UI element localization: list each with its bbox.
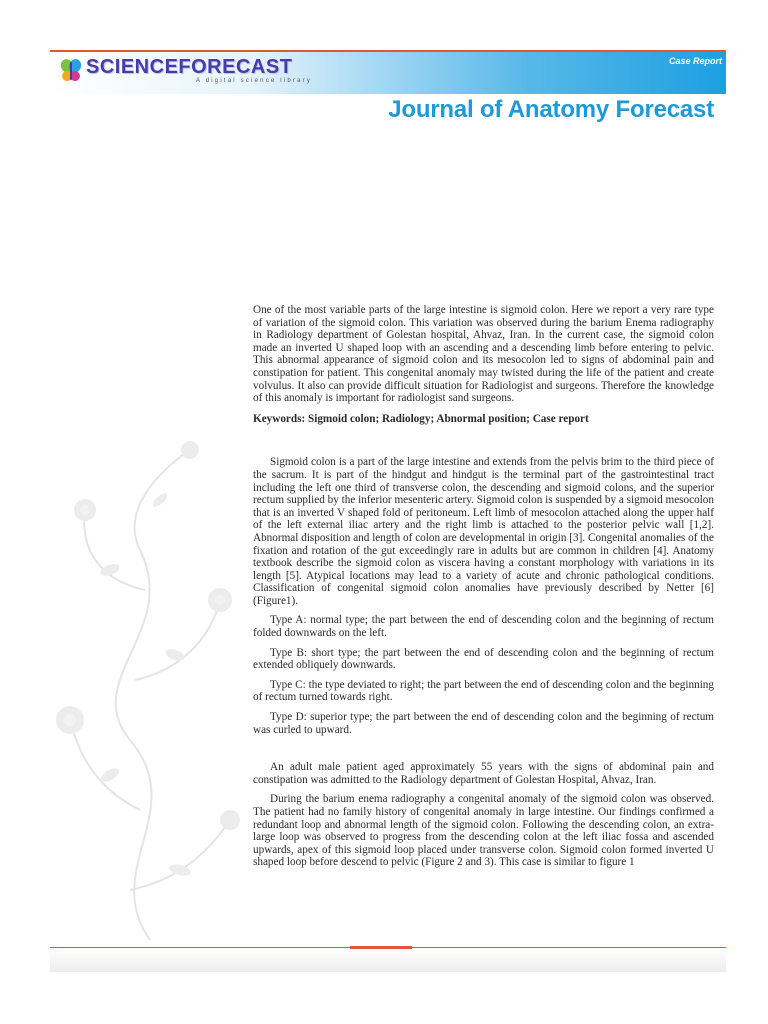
abstract-section: [253, 304, 714, 425]
butterfly-logo-icon: [58, 56, 84, 84]
case-paragraph-2: During the barium enema radiography a congenital anomaly of the sigmoid colon was observed. The patient had no family history of congenital anomaly in large intestine. Our findings confirmed a redundant loop and abnormal length of the sigmoid colon. Following the descending colon, an extra-large loop was observed to progress from the descending colon at the left iliac fossa and ascended upwards, apex of this sigmoid loop placed under transverse colon. Sigmoid colon formed inverted U shaped loop before descend to pelvic (Figure 2 and 3). This case is similar to figure 1: [253, 793, 714, 869]
type-a-paragraph: Type A: normal type; the part between the end of descending colon and the beginning of rectum folded downwards on the left.: [253, 614, 714, 640]
type-b-paragraph: Type B: short type; the part between the end of descending colon and the beginning of rectum extended obliquely downwards.: [253, 646, 714, 672]
article-type-label: Case Report: [668, 56, 722, 66]
article-body: [253, 304, 714, 876]
type-d-paragraph: Type D: superior type; the part between the end of descending colon and the beginning of rectum was curled to upward.: [253, 711, 714, 736]
journal-title: Journal of Anatomy Forecast: [388, 96, 714, 123]
keywords-line: Keywords: Sigmoid colon; Radiology; Abnormal position; Case report: [253, 412, 589, 425]
logo-wordmark: SCIENCEFORECAST: [86, 56, 293, 78]
publisher-logo: [58, 56, 312, 88]
type-c-paragraph: Type C: the type deviated to right; the part between the end of descending colon and the beginning of rectum turned towards right.: [253, 678, 714, 704]
abstract-text: One of the most variable parts of the large intestine is sigmoid colon. Here we report a very rare type of variation of the sigmoid colon. This variation was observed during the barium Enema radiography in Radiology department of Golestan hospital, Ahvaz, Iran. In the current case, the sigmoid colon made an inverted U shaped loop with an ascending and a descending limb before entering to pelvic. This abnormal appearance of sigmoid colon and its mesocolon led to signs of abdominal pain and constipation for patient. This congenital anomaly may twisted during the life of the patient and create volvulus. It also can provide difficult situation for Radiologist and surgeons. Therefore the knowledge of this anomaly is important for radiologist sand surgeons.: [253, 304, 714, 405]
introduction-section: [253, 456, 714, 736]
case-paragraph-1: An adult male patient aged approximately 55 years with the signs of abdominal pain and constipation was admitted to the Radiology department of Golestan Hospital, Ahvaz, Iran.: [253, 761, 714, 786]
logo-tagline: A digital science library: [196, 78, 313, 84]
footer-band: [50, 949, 726, 972]
floral-decoration-icon: [40, 430, 250, 950]
intro-paragraph: Sigmoid colon is a part of the large intestine and extends from the pelvis brim to the third piece of the sacrum. It is part of the hindgut and hindgut is the terminal part of the gastrointestinal tract including the left one third of transverse colon, the descending and sigmoid colons, and the superior rectum supplied by the inferior mesenteric artery. Sigmoid colon is suspended by a sigmoid mesocolon that is an inverted V shaped fold of peritoneum. Left limb of mesocolon attached along the upper half of the left external iliac artery and the right limb is attached to the posterior pelvic wall [1,2]. Abnormal disposition and length of colon are developmental in origin [3]. Congenital anomalies of the fixation and rotation of the gut exceedingly rare in adults but are common in children [4]. Anatomy textbook describe the sigmoid colon as viscera having a constant morphology with variations in its length [5]. Atypical locations may lead to a variety of acute and chronic pathological conditions. Classification of congenital sigmoid colon anomalies have previously described by Netter [6] (Figure1).: [253, 456, 714, 607]
case-presentation-section: [253, 761, 714, 869]
